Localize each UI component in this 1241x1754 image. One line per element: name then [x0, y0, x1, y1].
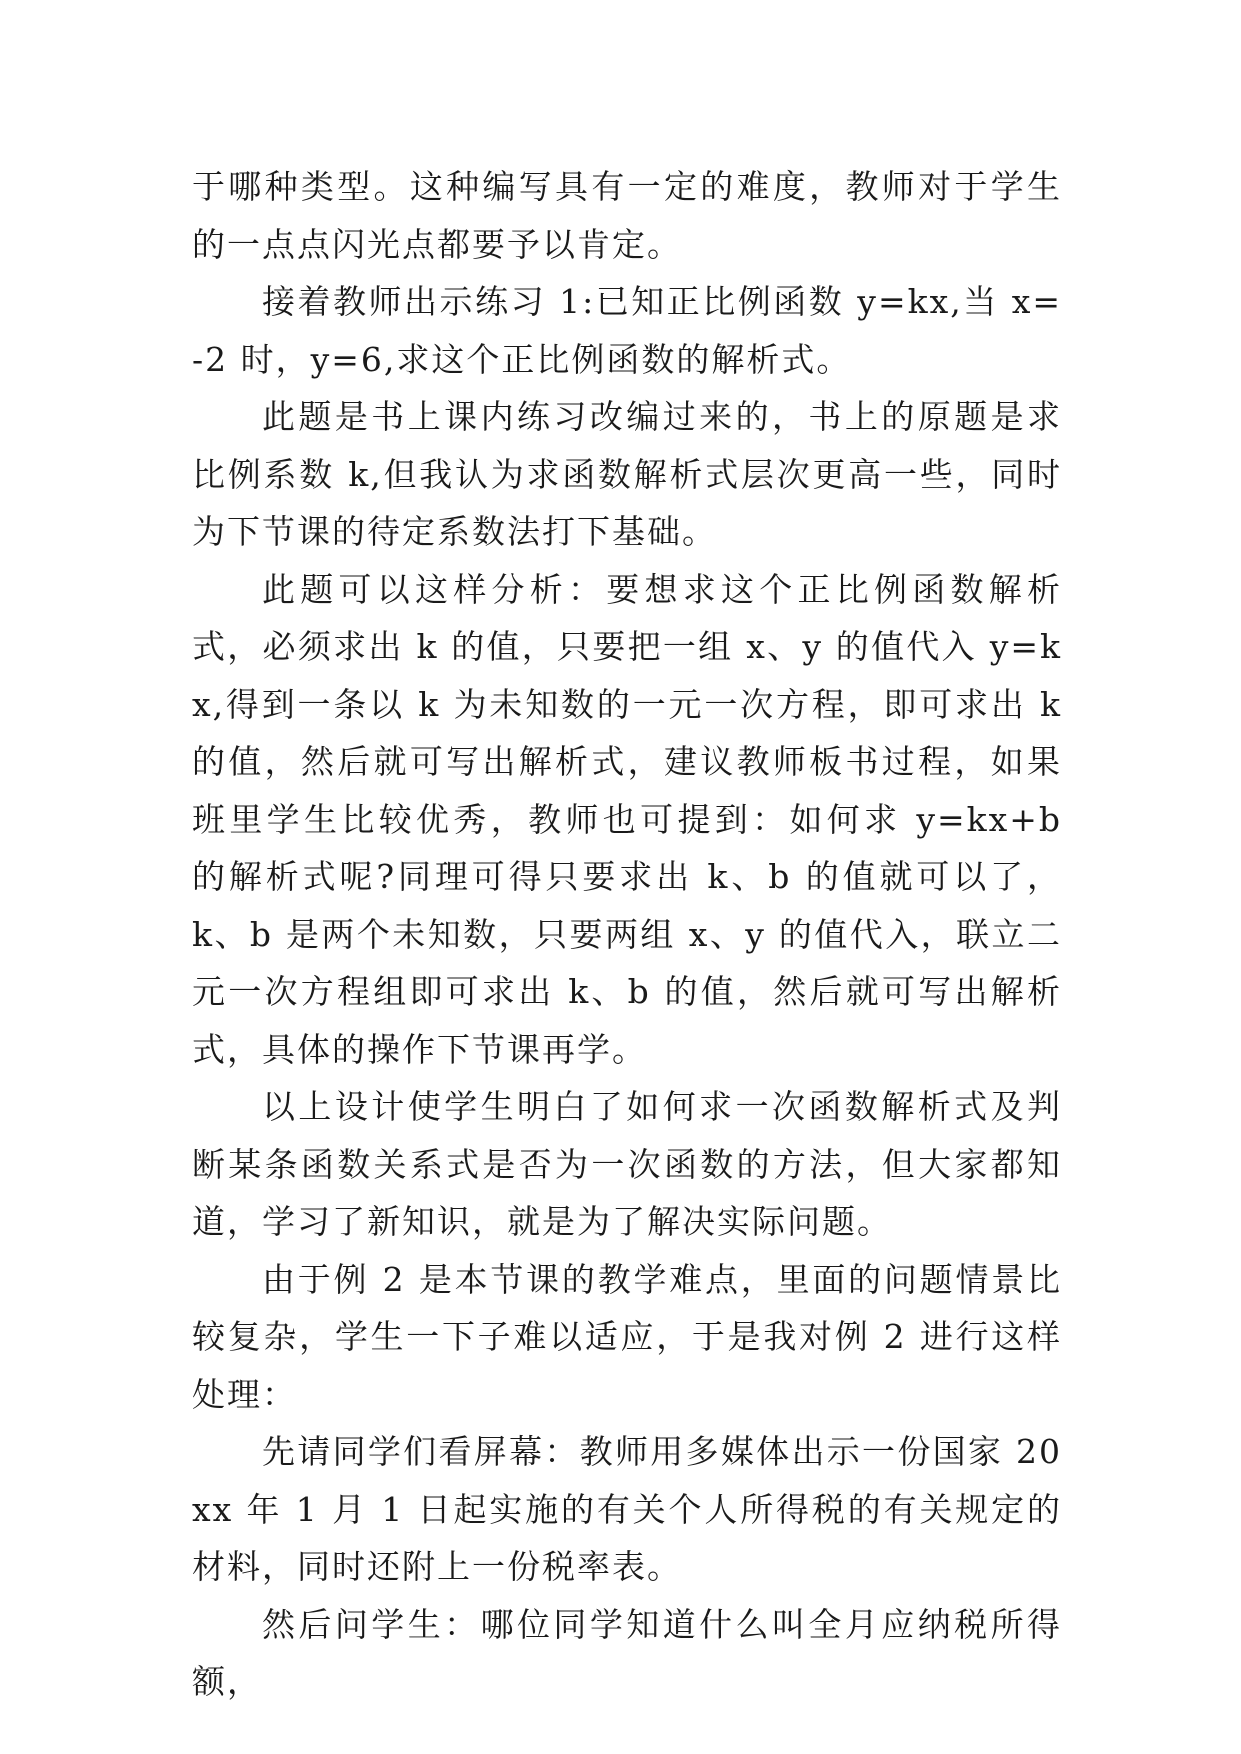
- paragraph-1: 于哪种类型。这种编写具有一定的难度，教师对于学生的一点点闪光点都要予以肯定。: [192, 167, 1062, 264]
- paragraph-4: 此题可以这样分析：要想求这个正比例函数解析式，必须求出 k 的值，只要把一组 x、y 的值代入 y=kx,得到一条以 k 为未知数的一元一次方程，即可求出 k 的值，然后就可写出解析式，建议教师板书过程，如果班里学生比较优秀，教师也可提到：如何求 y=kx+b 的解析式呢?同理可得只要求出 k、b 的值就可以了，k、b 是两个未知数，只要两组 x、y 的值代入，联立二元一次方程组即可求出 k、b 的值，然后就可写出解析式，具体的操作下节课再学。: [192, 569, 1062, 1069]
- paragraph-2: 接着教师出示练习 1:已知正比例函数 y=kx,当 x=-2 时，y=6,求这个正比例函数的解析式。: [192, 282, 1062, 379]
- body-text: [192, 158, 1062, 1711]
- paragraph-7: 先请同学们看屏幕：教师用多媒体出示一份国家 20xx 年 1 月 1 日起实施的有关个人所得税的有关规定的材料，同时还附上一份税率表。: [192, 1432, 1062, 1586]
- paragraph-5: 以上设计使学生明白了如何求一次函数解析式及判断某条函数关系式是否为一次函数的方法，但大家都知道，学习了新知识，就是为了解决实际问题。: [192, 1087, 1062, 1241]
- paragraph-6: 由于例 2 是本节课的教学难点，里面的问题情景比较复杂，学生一下子难以适应，于是我对例 2 进行这样处理：: [192, 1259, 1062, 1414]
- paragraph-3: 此题是书上课内练习改编过来的，书上的原题是求比例系数 k,但我认为求函数解析式层次更高一些，同时为下节课的待定系数法打下基础。: [192, 397, 1062, 551]
- paragraph-8: 然后问学生：哪位同学知道什么叫全月应纳税所得额，: [192, 1604, 1062, 1701]
